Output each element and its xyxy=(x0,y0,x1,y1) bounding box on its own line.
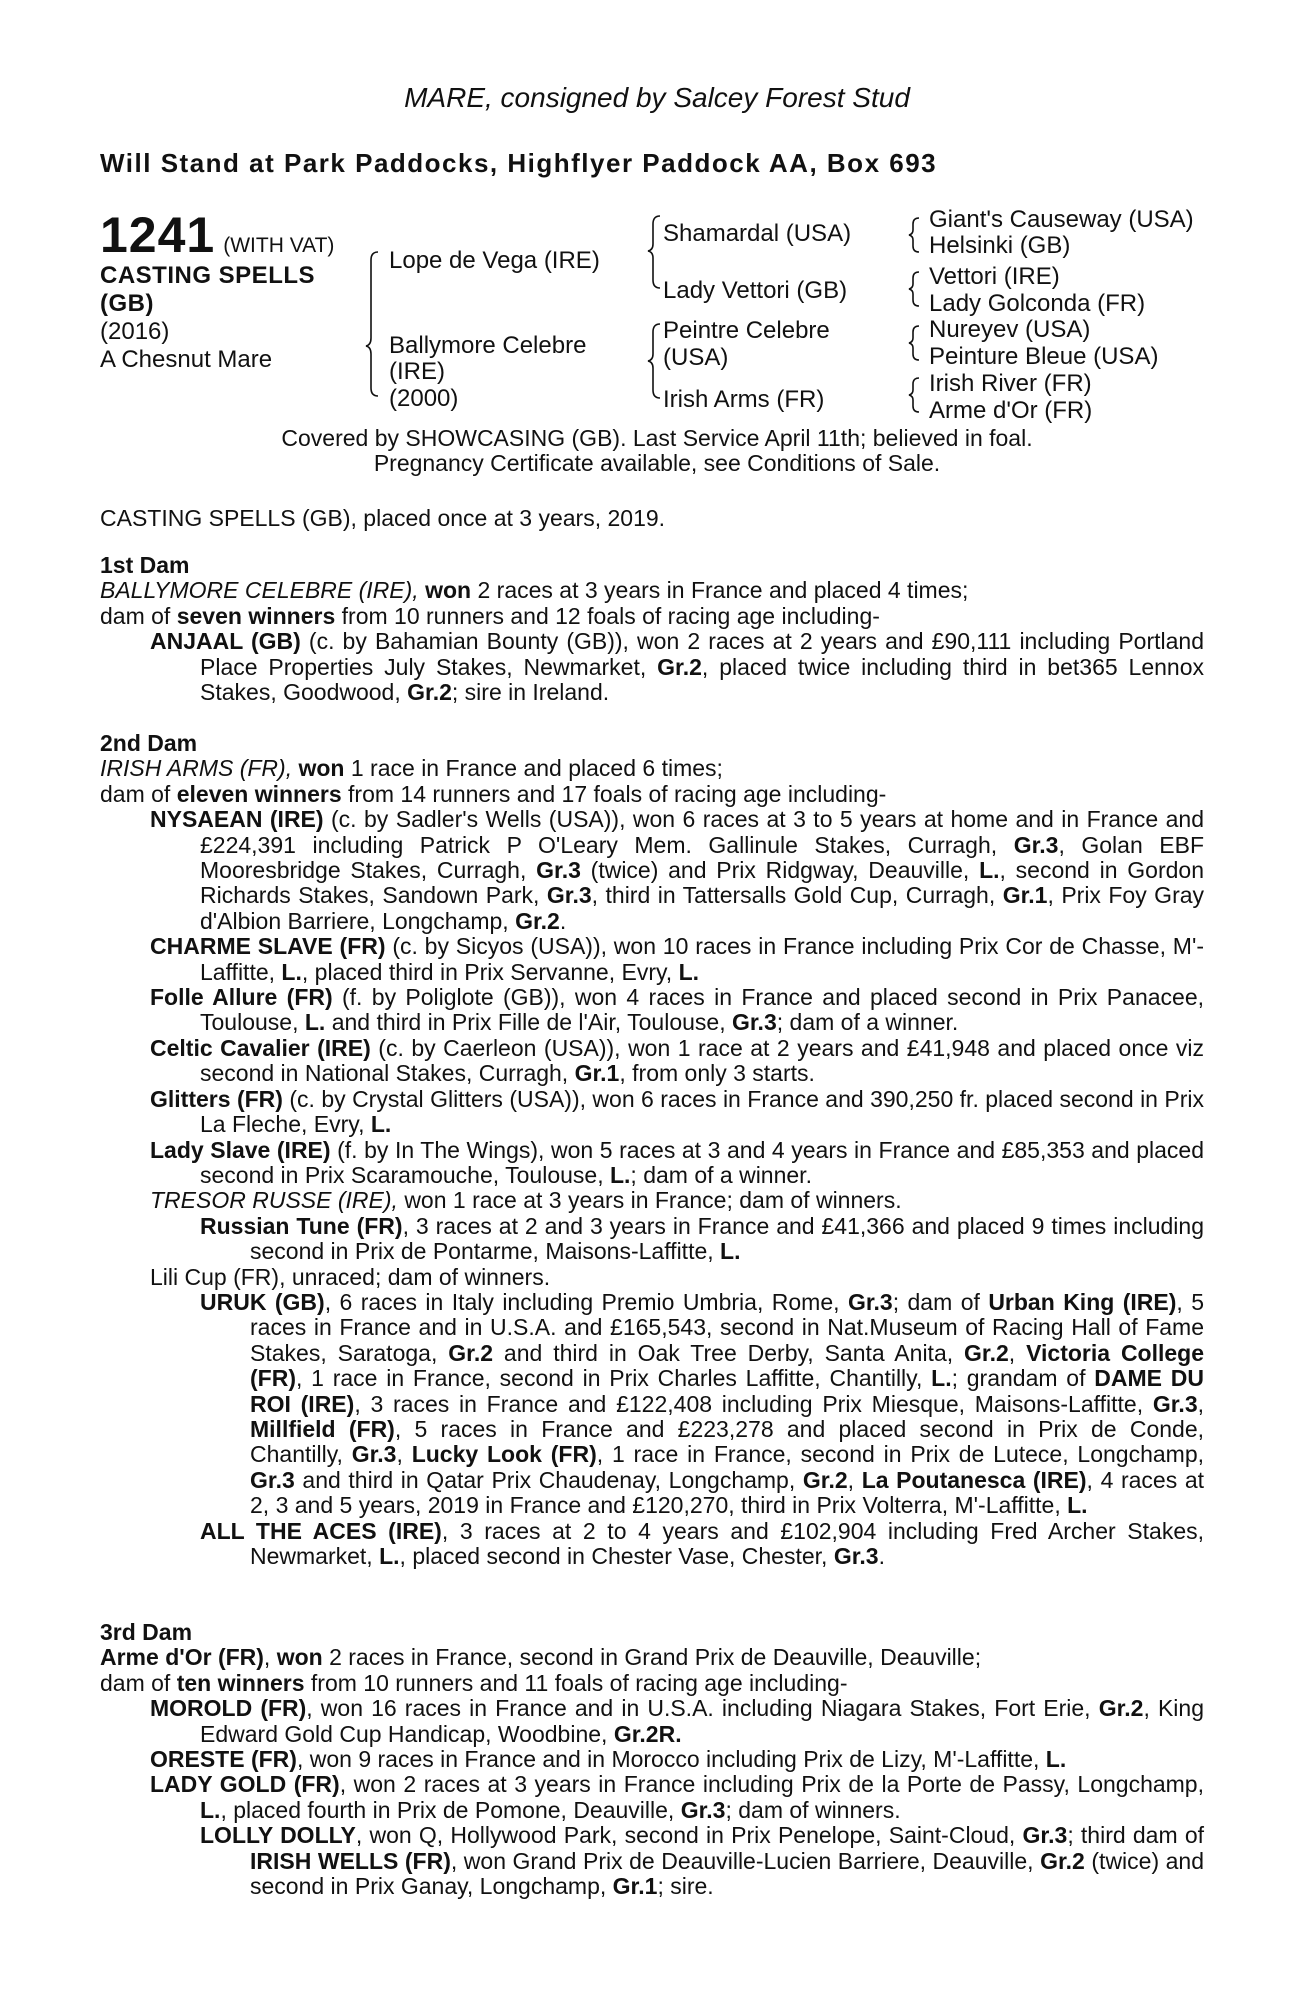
pedigree-dss: Nureyev (USA) xyxy=(929,316,1091,343)
produce-lady-slave: Lady Slave (IRE) (f. by In The Wings), won 5 races at 3 and 4 years in France and £85,353 and placed second in Prix Scaramouche, Toulouse, L.; dam of a winner. xyxy=(150,1136,1204,1188)
third-dam-section xyxy=(100,1620,1204,1899)
horse-name: CASTING SPELLS xyxy=(100,262,316,289)
dam-line: IRISH ARMS (FR), won 1 race in France and placed 6 times; xyxy=(100,755,723,782)
produce-folle-allure: Folle Allure (FR) (f. by Poliglote (GB)), won 4 races in France and placed second in Prix Panacee, Toulouse, L. and third in Prix Fille de l'Air, Toulouse, Gr.3; dam of a winner. xyxy=(150,984,1204,1036)
produce-tresor-russe: TRESOR RUSSE (IRE), won 1 race at 3 years in France; dam of winners. xyxy=(150,1187,902,1214)
pregnancy-line: Pregnancy Certificate available, see Conditions of Sale. xyxy=(373,450,941,476)
pedigree-sire-dam: Lady Vettori (GB) xyxy=(663,277,848,304)
covering-note xyxy=(0,426,1314,476)
consignment-title: MARE, consigned by Salcey Forest Stud xyxy=(404,82,910,113)
produce-oreste: ORESTE (FR), won 9 races in France and in Morocco including Prix de Lizy, M'-Laffitte, L. xyxy=(150,1746,1067,1773)
produce-celtic-cavalier: Celtic Cavalier (IRE) (c. by Caerleon (USA)), won 1 race at 2 years and £41,948 and placed once viz second in National Stakes, Curragh, Gr.1, from only 3 starts. xyxy=(150,1034,1205,1087)
produce-lady-gold: LADY GOLD (FR), won 2 races at 3 years in France including Prix de la Porte de Passy, Longchamp, L., placed fourth in Prix de Pomone, Deauville, Gr.3; dam of winners. xyxy=(150,1771,1204,1823)
pedigree-dds: Irish River (FR) xyxy=(929,370,1092,397)
pedigree-dsd: Peinture Bleue (USA) xyxy=(929,343,1159,370)
horse-origin: (GB) xyxy=(100,290,154,317)
pedigree-sdd: Lady Golconda (FR) xyxy=(929,290,1146,317)
pedigree-dam-dam: Irish Arms (FR) xyxy=(663,386,825,413)
produce-glitters: Glitters (FR) (c. by Crystal Glitters (USA)), won 6 races in France and 390,250 fr. placed second in Prix La Fleche, Evry, L. xyxy=(150,1085,1205,1138)
pedigree-sss: Giant's Causeway (USA) xyxy=(929,206,1194,233)
dam-produce-line: dam of seven winners from 10 runners and 12 foals of racing age including- xyxy=(100,602,880,629)
lot-number: 1241 xyxy=(100,207,216,263)
pedigree-dam-year: (2000) xyxy=(389,385,459,412)
pedigree-dam-origin: (IRE) xyxy=(389,358,445,385)
foaling-year: (2016) xyxy=(100,318,170,345)
stand-location: Will Stand at Park Paddocks, Highflyer Paddock AA, Box 693 xyxy=(100,148,938,178)
produce-anjaal: ANJAAL (GB) (c. by Bahamian Bounty (GB)), won 2 races at 2 years and £90,111 including Portland Place Properties July Stakes, Newmarket, Gr.2, placed twice including third in bet365 Lennox Stakes, Goodwood, Gr.2; sire in Ireland. xyxy=(150,628,1205,706)
produce-lili-cup: Lili Cup (FR), unraced; dam of winners. xyxy=(150,1263,551,1290)
section-title: 2nd Dam xyxy=(100,730,198,756)
produce-uruk: URUK (GB), 6 races in Italy including Premio Umbria, Rome, Gr.3; dam of Urban King (IRE), 5 races in France and in U.S.A. and £165,543, second in Nat.Museum of Racing Hall of Fame Stakes, Saratoga, Gr.2 and third in Oak Tree Derby, Santa Anita, Gr.2, Victoria College (FR), 1 race in France, second in Prix Charles Laffitte, Chantilly, L.; grandam of DAME DU ROI (IRE), 3 races in France and £122,408 including Prix Miesque, Maisons-Laffitte, Gr.3, Millfield (FR), 5 races in France and £223,278 and placed second in Prix de Conde, Chantilly, Gr.3, Lucky Look (FR), 1 race in France, second in Prix de Lutece, Longchamp, Gr.3 and third in Qatar Prix Chaudenay, Longchamp, Gr.2, La Poutanesca (IRE), 4 races at 2, 3 and 5 years, 2019 in France and £120,270, third in Prix Volterra, M'-Laffitte, L. xyxy=(200,1288,1205,1519)
pedigree-dam-sire-origin: (USA) xyxy=(663,344,729,371)
dam-produce-line: dam of ten winners from 10 runners and 11 foals of racing age including- xyxy=(100,1669,848,1696)
section-title: 1st Dam xyxy=(100,552,190,578)
covering-line: Covered by SHOWCASING (GB). Last Service April 11th; believed in foal. xyxy=(281,425,1033,451)
dam-produce-line: dam of eleven winners from 14 runners and 17 foals of racing age including- xyxy=(100,780,887,807)
pedigree-sds: Vettori (IRE) xyxy=(929,263,1060,290)
pedigree-dam-name: Ballymore Celebre xyxy=(389,332,587,359)
vat-note: (WITH VAT) xyxy=(223,234,335,257)
pedigree-ssd: Helsinki (GB) xyxy=(929,232,1071,259)
first-dam-section xyxy=(100,553,1204,705)
produce-russian-tune: Russian Tune (FR), 3 races at 2 and 3 years in France and £41,366 and placed 9 times including second in Prix de Pontarme, Maisons-Laffitte, L. xyxy=(200,1212,1204,1265)
pedigree-ddd: Arme d'Or (FR) xyxy=(929,397,1093,424)
dam-line: Arme d'Or (FR), won 2 races in France, second in Grand Prix de Deauville, Deauville; xyxy=(100,1644,982,1671)
pedigree-sire-sire: Shamardal (USA) xyxy=(663,220,852,247)
dam-line: BALLYMORE CELEBRE (IRE), won 2 races at 3 years in France and placed 4 times; xyxy=(100,577,969,604)
pedigree-dam-sire: Peintre Celebre xyxy=(663,317,830,344)
pedigree-sire: Lope de Vega (IRE) xyxy=(389,247,600,274)
race-summary: CASTING SPELLS (GB), placed once at 3 years, 2019. xyxy=(100,505,666,531)
second-dam-section xyxy=(100,731,1204,1569)
produce-nysaean: NYSAEAN (IRE) (c. by Sadler's Wells (USA)), won 6 races at 3 to 5 years at home and in France and £224,391 including Patrick P O'Leary Mem. Gallinule Stakes, Curragh, Gr.3, Golan EBF Mooresbridge Stakes, Curragh, Gr.3 (twice) and Prix Ridgway, Deauville, L., second in Gordon Richards Stakes, Sandown Park, Gr.3, third in Tattersalls Gold Cup, Curragh, Gr.1, Prix Foy Gray d'Albion Barriere, Longchamp, Gr.2. xyxy=(150,806,1205,934)
horse-description: A Chesnut Mare xyxy=(100,346,273,373)
produce-all-the-aces: ALL THE ACES (IRE), 3 races at 2 to 4 years and £102,904 including Fred Archer Stakes, Newmarket, L., placed second in Chester Vase, Chester, Gr.3. xyxy=(200,1517,1204,1569)
produce-morold: MOROLD (FR), won 16 races in France and in U.S.A. including Niagara Stakes, Fort Erie, Gr.2, King Edward Gold Cup Handicap, Woodbine, Gr.2R. xyxy=(150,1695,1205,1747)
produce-lolly-dolly: LOLLY DOLLY, won Q, Hollywood Park, second in Prix Penelope, Saint-Cloud, Gr.3; third dam of IRISH WELLS (FR), won Grand Prix de Deauville-Lucien Barriere, Deauville, Gr.2 (twice) and second in Prix Ganay, Longchamp, Gr.1; sire. xyxy=(200,1822,1205,1900)
section-title: 3rd Dam xyxy=(100,1619,193,1645)
produce-charme-slave: CHARME SLAVE (FR) (c. by Sicyos (USA)), won 10 races in France including Prix Cor de Chasse, M'-Laffitte, L., placed third in Prix Servanne, Evry, L. xyxy=(150,933,1205,985)
